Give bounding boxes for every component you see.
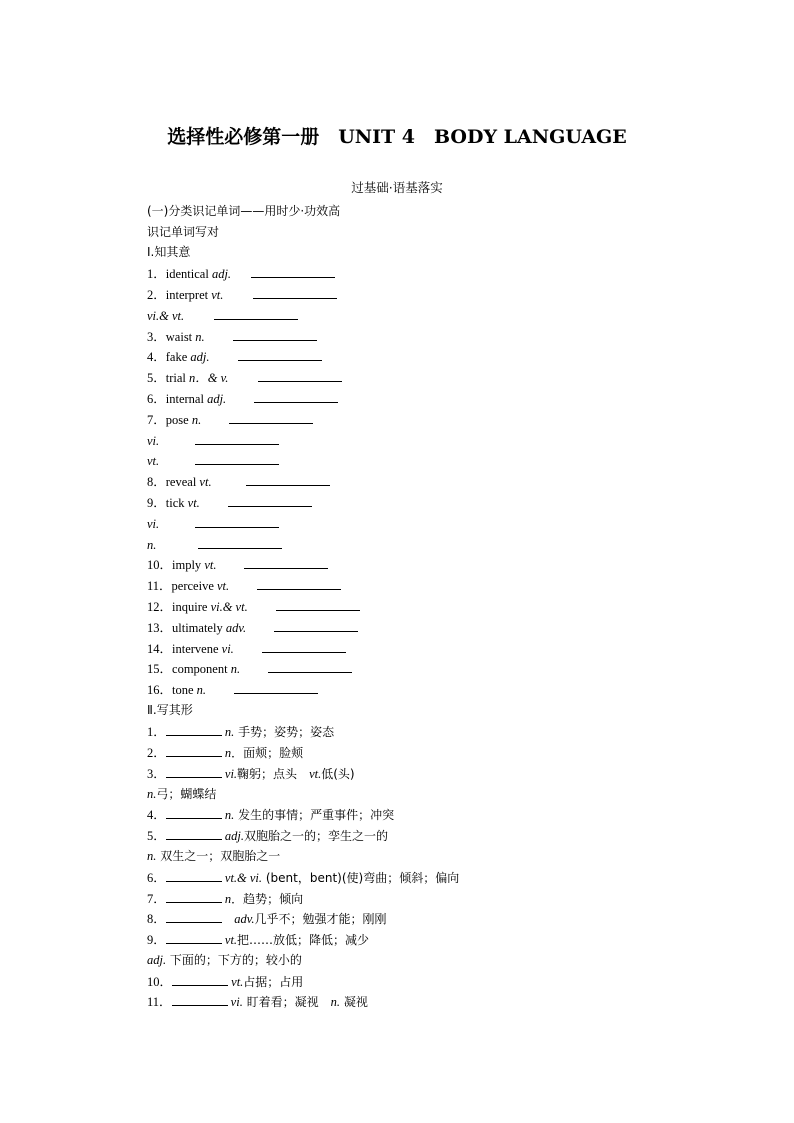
answer-blank[interactable] xyxy=(166,827,222,840)
list-item: 1． n. 手势；姿势；姿态 xyxy=(147,725,335,739)
answer-blank[interactable] xyxy=(166,910,222,923)
list-item: 2． n．面颊；脸颊 xyxy=(147,746,304,760)
answer-blank[interactable] xyxy=(166,806,222,819)
list-item: 11．perceive vt. xyxy=(147,577,341,594)
answer-blank[interactable] xyxy=(246,473,330,486)
list-item: 15．component n. xyxy=(147,660,352,677)
answer-blank[interactable] xyxy=(195,452,279,465)
list-item: 7． n．趋势；倾向 xyxy=(147,892,304,906)
list-item: adj. 下面的；下方的；较小的 xyxy=(147,953,302,967)
answer-blank[interactable] xyxy=(257,577,341,590)
list-item: n. 双生之一；双胞胎之一 xyxy=(147,849,281,863)
answer-blank[interactable] xyxy=(233,328,317,341)
list-item: n.弓；蝴蝶结 xyxy=(147,787,217,801)
answer-blank[interactable] xyxy=(228,494,312,507)
subheading: 识记单词写对 xyxy=(147,225,220,239)
answer-blank[interactable] xyxy=(172,993,228,1006)
answer-blank[interactable] xyxy=(214,307,298,320)
part2-heading: Ⅱ.写其形 xyxy=(147,703,193,717)
list-item: 14．intervene vi. xyxy=(147,640,346,657)
list-item: 7．pose n. xyxy=(147,411,313,428)
list-item: vt. xyxy=(147,452,279,469)
answer-blank[interactable] xyxy=(251,265,335,278)
list-item: 5．trial n．& v. xyxy=(147,369,342,386)
answer-blank[interactable] xyxy=(195,515,279,528)
answer-blank[interactable] xyxy=(166,765,222,778)
list-item: 6． vt.& vi. (bent，bent)(使)弯曲；倾斜；偏向 xyxy=(147,871,460,885)
list-item: n. xyxy=(147,536,282,553)
section-heading: (一)分类识记单词——用时少·功效高 xyxy=(147,204,341,218)
list-item: 16．tone n. xyxy=(147,681,318,698)
answer-blank[interactable] xyxy=(258,369,342,382)
part1-heading: Ⅰ.知其意 xyxy=(147,245,191,259)
answer-blank[interactable] xyxy=(166,869,222,882)
list-item: 10． vt.占据；占用 xyxy=(147,975,304,989)
list-item: 1．identical adj. xyxy=(147,265,335,282)
list-item: 8． adv.几乎不；勉强才能；刚刚 xyxy=(147,912,387,926)
list-item: vi.& vt. xyxy=(147,307,298,324)
list-item: 3．waist n. xyxy=(147,328,317,345)
list-item: 8．reveal vt. xyxy=(147,473,330,490)
list-item: vi. xyxy=(147,432,279,449)
answer-blank[interactable] xyxy=(262,640,346,653)
answer-blank[interactable] xyxy=(238,348,322,361)
answer-blank[interactable] xyxy=(166,890,222,903)
answer-blank[interactable] xyxy=(172,973,228,986)
answer-blank[interactable] xyxy=(268,660,352,673)
answer-blank[interactable] xyxy=(234,681,318,694)
list-item: 4．fake adj. xyxy=(147,348,322,365)
list-item: 9． vt.把……放低；降低；减少 xyxy=(147,933,370,947)
list-item: 10．imply vt. xyxy=(147,556,328,573)
list-item: 12．inquire vi.& vt. xyxy=(147,598,360,615)
answer-blank[interactable] xyxy=(229,411,313,424)
list-item: 3． vi.鞠躬；点头 vt.低(头) xyxy=(147,767,355,781)
answer-blank[interactable] xyxy=(244,556,328,569)
answer-blank[interactable] xyxy=(276,598,360,611)
list-item: 6．internal adj. xyxy=(147,390,338,407)
list-item: 2．interpret vt. xyxy=(147,286,337,303)
answer-blank[interactable] xyxy=(166,931,222,944)
answer-blank[interactable] xyxy=(195,432,279,445)
answer-blank[interactable] xyxy=(253,286,337,299)
list-item: 5． adj.双胞胎之一的；孪生之一的 xyxy=(147,829,389,843)
answer-blank[interactable] xyxy=(254,390,338,403)
list-item: 13．ultimately adv. xyxy=(147,619,358,636)
list-item: 11． vi. 盯着看；凝视 n. 凝视 xyxy=(147,995,368,1009)
answer-blank[interactable] xyxy=(166,744,222,757)
answer-blank[interactable] xyxy=(166,723,222,736)
page-title: 选择性必修第一册 UNIT 4 BODY LANGUAGE xyxy=(167,126,627,148)
list-item: vi. xyxy=(147,515,279,532)
answer-blank[interactable] xyxy=(274,619,358,632)
section-subtitle: 过基础·语基落实 xyxy=(351,180,443,195)
list-item: 4． n. 发生的事情；严重事件；冲突 xyxy=(147,808,395,822)
list-item: 9．tick vt. xyxy=(147,494,312,511)
answer-blank[interactable] xyxy=(198,536,282,549)
